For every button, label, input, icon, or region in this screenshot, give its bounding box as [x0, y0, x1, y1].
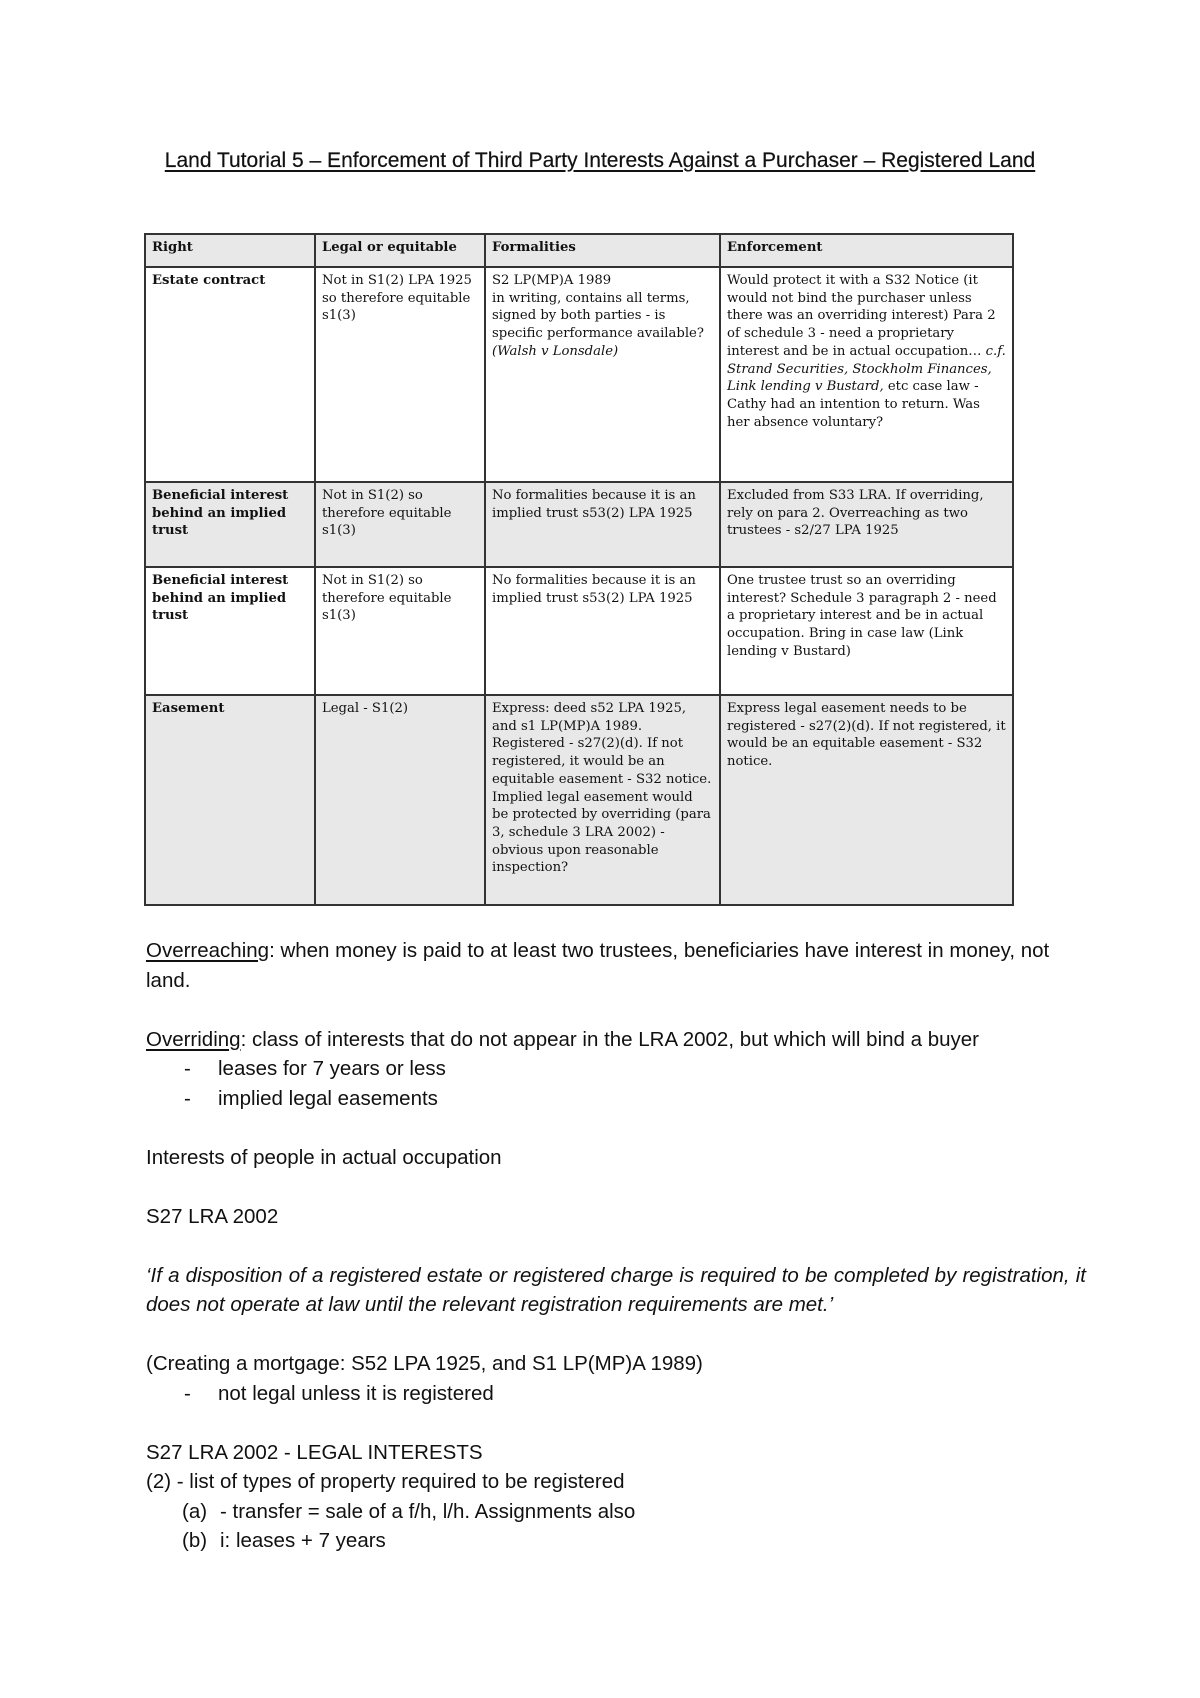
- header-formalities: Formalities: [485, 234, 720, 267]
- row-formalities-cell: [485, 267, 720, 482]
- case-citation: (Walsh v Lonsdale): [492, 343, 619, 359]
- list-intro: (2) - list of types of property required to be registered: [146, 1470, 625, 1493]
- mortgage-paragraph: (Creating a mortgage: S52 LPA 1925, and S1 LP(MP)A 1989): [146, 1352, 703, 1375]
- list-item-text: i: leases + 7 years: [220, 1529, 386, 1552]
- list-item-text: leases for 7 years or less: [218, 1057, 446, 1080]
- dash-marker: -: [184, 1381, 191, 1405]
- table-header-row: [145, 234, 1013, 267]
- table-row: [145, 482, 1013, 567]
- row-legal-cell: Not in S1(2) LPA 1925 so therefore equitable s1(3): [315, 267, 485, 482]
- list-item: [146, 1084, 1086, 1114]
- table-row: [145, 695, 1013, 905]
- formalities-line: in writing, contains all terms, signed by both parties - is specific performance available?: [492, 290, 704, 342]
- row-formalities-cell: No formalities because it is an implied trust s53(2) LPA 1925: [485, 482, 720, 567]
- list-item: [146, 1379, 1086, 1409]
- list-item-text: not legal unless it is registered: [218, 1381, 494, 1405]
- statutory-quote: ‘If a disposition of a registered estate or registered charge is required to be completed by registration, it does not operate at law until the relevant registration requirements are met.’: [146, 1263, 1086, 1316]
- document-title: Land Tutorial 5 – Enforcement of Third Party Interests Against a Purchaser – Registered Land: [164, 149, 1036, 172]
- row-right-cell: Beneficial interest behind an implied trust: [145, 482, 315, 567]
- list-item-text: - transfer = sale of a f/h, l/h. Assignments also: [220, 1499, 636, 1523]
- row-right-cell: Easement: [145, 695, 315, 905]
- row-enforcement-cell: Express legal easement needs to be registered - s27(2)(d). If not registered, it would be an equitable easement - S32 notice.: [720, 695, 1013, 905]
- header-right: Right: [145, 234, 315, 267]
- row-legal-cell: Legal - S1(2): [315, 695, 485, 905]
- occupation-paragraph: Interests of people in actual occupation: [146, 1145, 502, 1169]
- row-enforcement-cell: [720, 267, 1013, 482]
- table-row: [145, 567, 1013, 695]
- list-item-text: implied legal easements: [218, 1086, 438, 1110]
- list-marker: (b): [182, 1529, 208, 1552]
- list-item: [146, 1054, 1086, 1084]
- overreaching-paragraph: [146, 936, 1086, 995]
- dash-marker: -: [184, 1086, 191, 1110]
- enforcement-text: etc case law - Cathy had an intention to return. Was her absence voluntary?: [727, 379, 980, 430]
- case-citation: c.f. Strand Securities, Stockholm Finances, Link lending v Bustard,: [727, 343, 1006, 395]
- row-enforcement-cell: Excluded from S33 LRA. If overriding, rely on para 2. Overreaching as two trustees - s2/27 LPA 1925: [720, 482, 1013, 567]
- row-legal-cell: Not in S1(2) so therefore equitable s1(3): [315, 482, 485, 567]
- formalities-line: S2 LP(MP)A 1989: [492, 273, 612, 288]
- legal-interests-heading: S27 LRA 2002 - LEGAL INTERESTS: [146, 1440, 483, 1464]
- overriding-term: Overriding: [146, 1027, 241, 1051]
- row-right-cell: Beneficial interest behind an implied trust: [145, 567, 315, 695]
- header-legal-or-equitable: Legal or equitable: [315, 234, 485, 267]
- overriding-text: : class of interests that do not appear in the LRA 2002, but which will bind a buyer: [240, 1027, 980, 1051]
- dash-marker: -: [184, 1057, 191, 1080]
- list-item: [146, 1526, 1086, 1556]
- formalities-line: Implied legal easement would be protected by overriding (para 3, schedule 3 LRA 2002) - obvious upon reasonable inspection?: [492, 789, 711, 876]
- enforcement-text: Would protect it with a S32 Notice (it would not bind the purchaser unless there was an overriding interest) Para 2 of schedule 3 - need a proprietary interest and be in actual occupation…: [727, 273, 996, 359]
- overreaching-term: Overreaching: [146, 939, 270, 962]
- row-enforcement-cell: One trustee trust so an overriding interest? Schedule 3 paragraph 2 - need a proprietary interest and be in actual occupation. Bring in case law (Link lending v Bustard): [720, 567, 1013, 695]
- row-formalities-cell: [485, 695, 720, 905]
- s27-heading: S27 LRA 2002: [146, 1204, 279, 1228]
- row-legal-cell: Not in S1(2) so therefore equitable s1(3): [315, 567, 485, 695]
- overriding-paragraph: [146, 1025, 1086, 1055]
- formalities-line: Express: deed s52 LPA 1925, and s1 LP(MP)A 1989. Registered - s27(2)(d). If not registered, it would be an equitable easement - S32 notice.: [492, 701, 712, 787]
- overreaching-text: : when money is paid to at least two trustees, beneficiaries have interest in money, not land.: [146, 939, 1050, 992]
- header-enforcement: Enforcement: [720, 234, 1013, 267]
- interests-table: [144, 233, 1014, 906]
- table-row: [145, 267, 1013, 482]
- row-formalities-cell: No formalities because it is an implied trust s53(2) LPA 1925: [485, 567, 720, 695]
- row-right-cell: Estate contract: [145, 267, 315, 482]
- list-marker: (a): [182, 1499, 208, 1523]
- notes-section: [146, 936, 1086, 1556]
- list-item: [146, 1497, 1086, 1527]
